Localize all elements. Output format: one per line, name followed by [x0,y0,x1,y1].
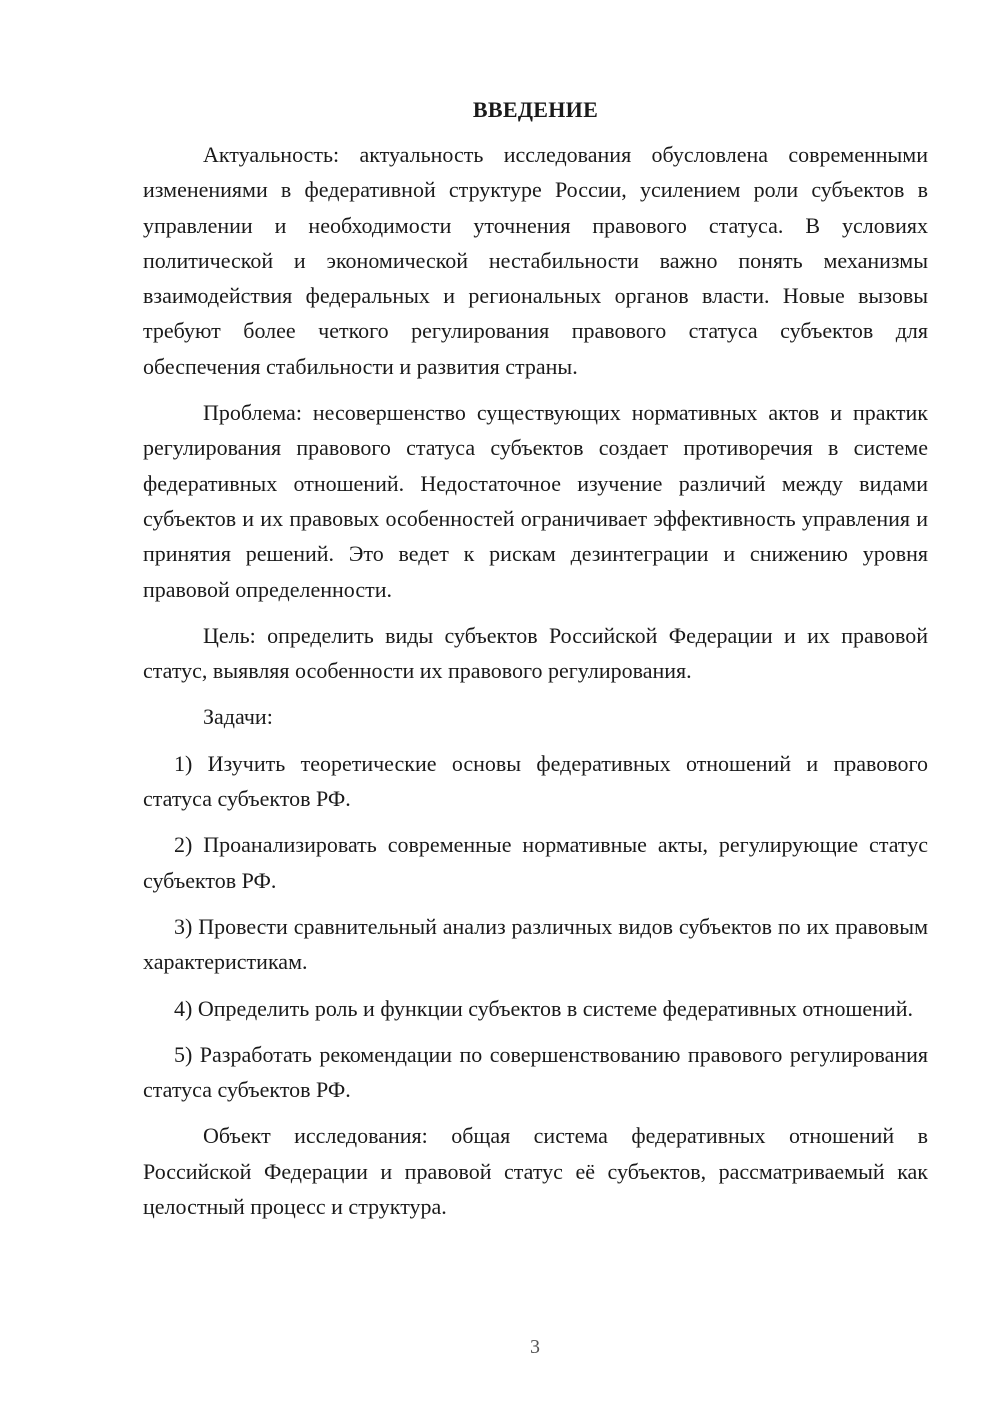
tasks-heading: Задачи: [203,704,273,730]
task-item-3: 3) Провести сравнительный анализ различных видов субъектов по их правовым характеристикам. [143,913,928,975]
task-item-2: 2) Проанализировать современные нормативные акты, регулирующие статус субъектов РФ. [143,832,928,893]
task-item-4: 4) Определить роль и функции субъектов в системе федеративных отношений. [174,995,913,1021]
task-item-1: 1) Изучить теоретические основы федеративных отношений и правового статуса субъектов РФ. [143,750,928,812]
task-item-5: 5) Разработать рекомендации по совершенствованию правового регулирования статуса субъектов РФ. [143,1041,928,1103]
document-page [143,95,928,1224]
page-number: 3 [530,1336,540,1358]
paragraph-object: Объект исследования: общая система федеративных отношений в Российской Федерации и правовой статус её субъектов, рассматриваемый как целостный процесс и структура. [143,1123,928,1220]
paragraph-relevance: Актуальность: актуальность исследования обусловлена современными изменениями в федеративной структуре России, усилением роли субъектов в управлении и необходимости уточнения правового статуса. В условиях политической и экономической нестабильности важно понять механизмы взаимодействия федеральных и региональных органов власти. Новые вызовы требуют более четкого регулирования правового статуса субъектов для обеспечения стабильности и развития страны. [143,142,928,379]
paragraph-goal: Цель: определить виды субъектов Российской Федерации и их правовой статус, выявляя особенности их правового регулирования. [143,622,928,684]
tasks-list [143,746,928,1108]
paragraph-problem: Проблема: несовершенство существующих нормативных актов и практик регулирования правового статуса субъектов создает противоречия в системе федеративных отношений. Недостаточное изучение различий между видами субъектов и их правовых особенностей ограничивает эффективность управления и принятия решений. Это ведет к рискам дезинтеграции и снижению уровня правовой определенности. [143,400,928,602]
section-title: ВВЕДЕНИЕ [472,97,599,122]
